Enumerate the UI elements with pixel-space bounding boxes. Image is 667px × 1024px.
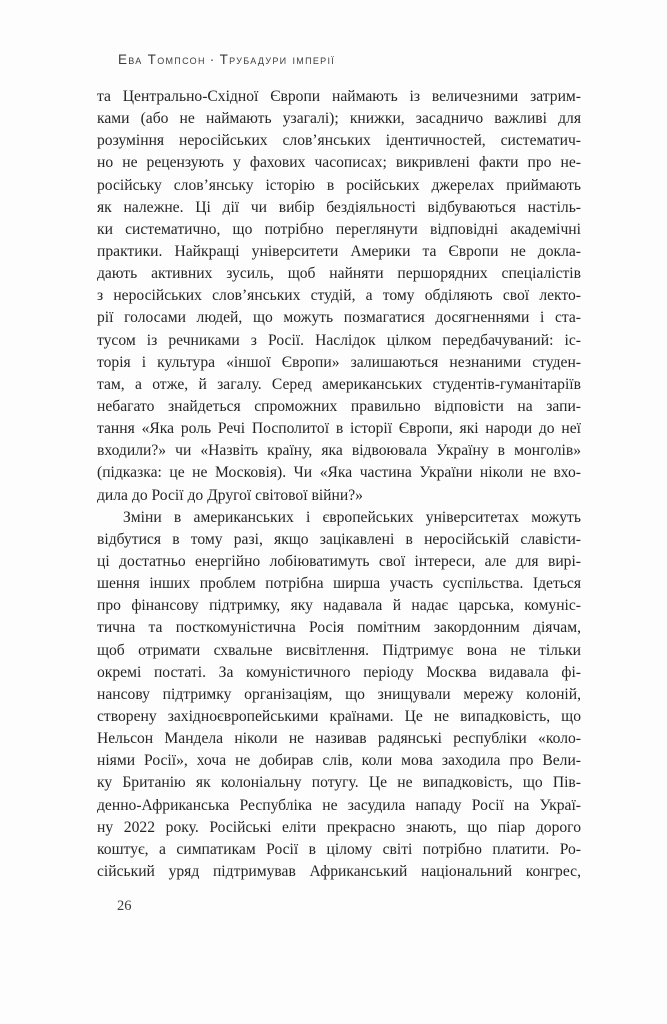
text-line: (підказка: це не Московія). Чи «Яка частина України ніколи не вхо- xyxy=(97,464,581,482)
text-line: про фінансову підтримку, яку надавала й надає царська, комуніс- xyxy=(97,597,581,615)
text-line: ку Британію як колоніальну потугу. Це не випадковість, що Пів- xyxy=(97,774,581,792)
text-line: там, а отже, й загалу. Серед американських студентів-гуманітаріїв xyxy=(97,375,581,393)
text-line: щоб отримати схвальне висвітлення. Підтримує вона не тільки xyxy=(97,641,581,659)
text-line: ніями Росії», хоча не добирав слів, коли мова заходила про Вели- xyxy=(97,752,581,770)
text-line: тання «Яка роль Речі Посполитої в історії Європи, які народи до неї xyxy=(97,420,581,438)
text-line: денно-Африканська Республіка не засудила нападу Росії на Украї- xyxy=(97,796,581,814)
text-line: коштує, а симпатикам Росії в цілому світі потрібно платити. Ро- xyxy=(97,840,581,858)
text-line: сійський уряд підтримував Африканський національний конгрес, xyxy=(97,862,581,880)
text-line: створену західноєвропейськими країнами. Це не випадковість, що xyxy=(97,707,581,725)
text-line: дають активних зусиль, щоб найняти першорядних спеціалістів xyxy=(97,265,581,283)
text-line: практики. Найкращі університети Америки та Європи не докла- xyxy=(97,242,581,260)
text-line: ну 2022 року. Російські еліти прекрасно знають, що піар дорого xyxy=(97,818,581,836)
text-line: розуміння неросійських слов’янських ідентичностей, систематич- xyxy=(97,132,581,150)
text-line: тична та посткомуністична Росія помітним закордонним діячам, xyxy=(97,619,581,637)
text-line: торія і культура «іншої Європи» залишаються незнаними студен- xyxy=(97,353,581,371)
text-line: ками (або не наймають узагалі); книжки, засадничо важливі для xyxy=(97,110,581,128)
running-header-author: Ева Томпсон xyxy=(118,52,206,67)
text-line: входили?» чи «Назвіть країну, яка відвоювала Україну в монголів» xyxy=(97,442,581,460)
text-line: відбутися в тому разі, якщо зацікавлені в неросійській славісти- xyxy=(97,530,581,548)
running-header-book-title: Трубадури імперії xyxy=(219,52,336,67)
text-line: рії голосами людей, що можуть позмагатися досягненнями і ста- xyxy=(97,309,581,327)
text-line: дила до Росії до Другої світової війни?» xyxy=(97,486,363,504)
text-line: Зміни в американських і європейських університетах можуть xyxy=(123,508,581,526)
text-line: тусом із речниками з Росії. Наслідок цілком передбачуваний: іс- xyxy=(97,331,581,349)
text-line: з неросійських слов’янських студій, а тому обділяють свої лекто- xyxy=(97,287,581,305)
page-number: 26 xyxy=(117,898,132,914)
page-body xyxy=(97,86,581,883)
text-line: російську слов’янську історію в російських джерелах приймають xyxy=(97,176,581,194)
running-header-separator: · xyxy=(209,52,216,67)
text-line: як належне. Ці дії чи вибір бездіяльності відбуваються настіль- xyxy=(97,198,581,216)
text-line: нансову підтримку організаціям, що знищували мережу колоній, xyxy=(97,685,581,703)
text-line: окремі постаті. За комуністичного періоду Москва видавала фі- xyxy=(97,663,581,681)
text-line: ці достатньо енергійно лобіюватимуть свої інтереси, але для вирі- xyxy=(97,552,581,570)
text-line: но не рецензують у фахових часописах; викривлені факти про не- xyxy=(97,154,581,172)
text-line: Нельсон Мандела ніколи не називав радянські республіки «коло- xyxy=(97,730,581,748)
text-line: ки систематично, що потрібно переглянути відповідні академічні xyxy=(97,220,581,238)
text-line: шення інших проблем потрібна ширша участь суспільства. Ідеться xyxy=(97,575,581,593)
running-header xyxy=(118,52,335,67)
text-line: небагато знайдеться спроможних правильно відповісти на запи- xyxy=(97,397,581,415)
text-line: та Центрально-Східної Європи наймають із величезними затрим- xyxy=(97,88,581,105)
